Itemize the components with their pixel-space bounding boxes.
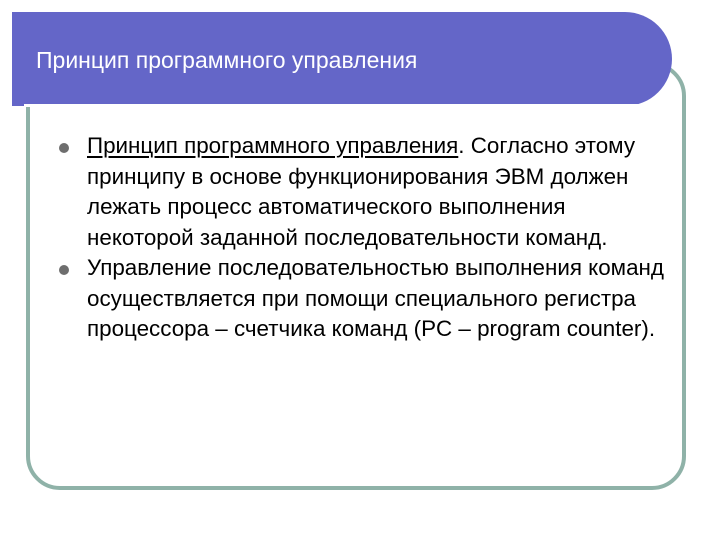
title-bar	[12, 12, 672, 106]
bullet-item	[54, 253, 664, 345]
term-heading: Принцип программного управления	[87, 133, 459, 158]
term-suffix: .	[458, 133, 465, 158]
bullet-text: Управление последовательностью выполнения команд осуществляется при помощи специального регистра процессора – счетчика команд (PC – program counter).	[87, 255, 664, 341]
bullet-dot-icon	[59, 265, 69, 275]
bullet-item	[54, 131, 664, 253]
bullet-dot-icon	[59, 143, 69, 153]
slide-title: Принцип программного управления	[36, 47, 418, 73]
title-underline	[24, 104, 650, 107]
bullet-list	[54, 131, 664, 345]
bullet-text: Согласно этому принципу в основе функционирования ЭВМ должен лежать процесс автоматического выполнения некоторой заданной последовательности команд.	[87, 133, 636, 250]
